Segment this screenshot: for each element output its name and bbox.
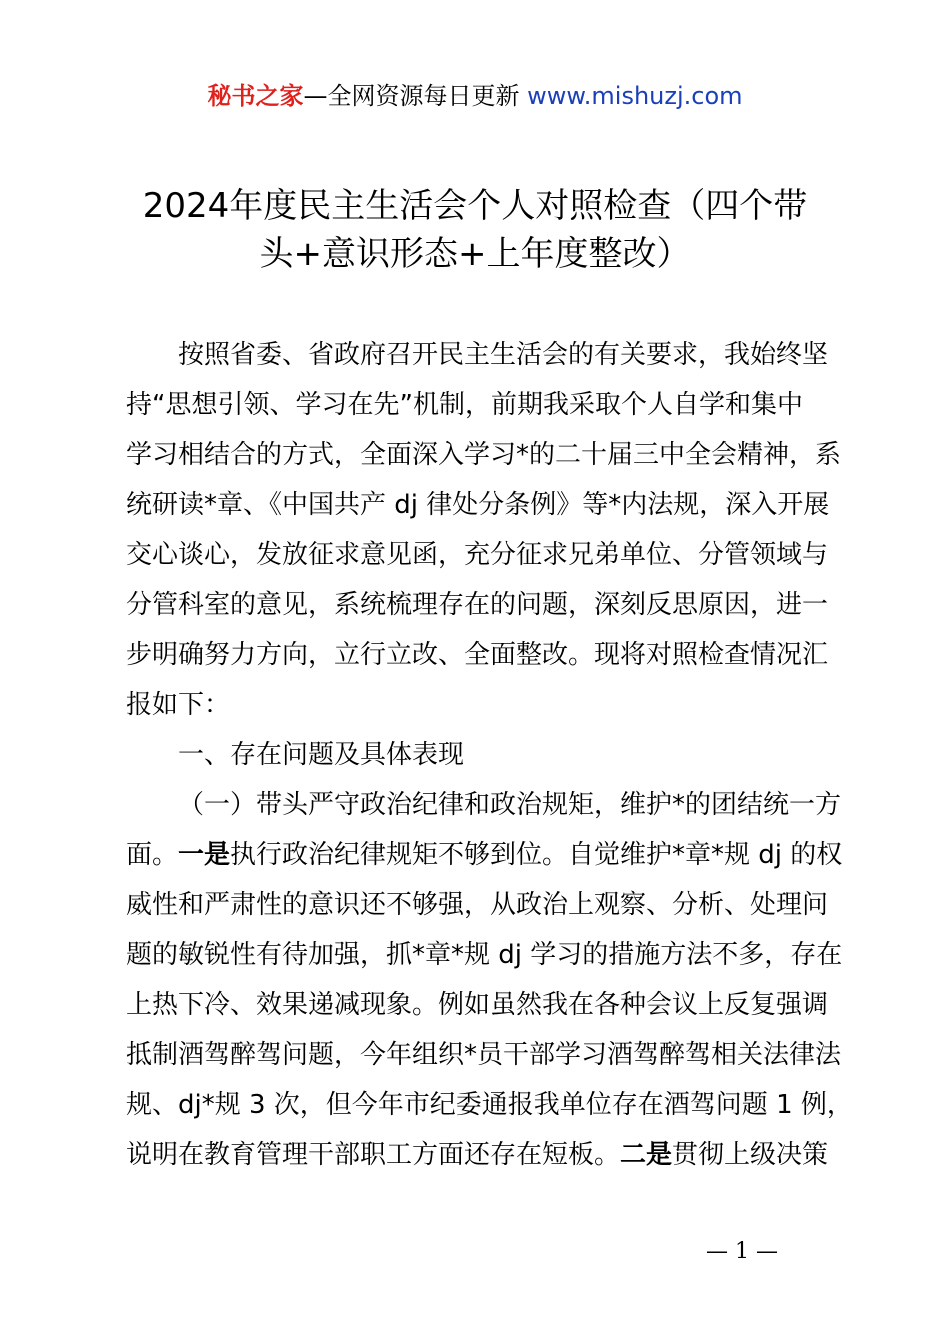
subsection-heading: （一）带头严守政治纪律和政治规矩，维护*的团结统一方 — [178, 790, 842, 820]
text-run: 执行政治纪律规矩不够到位。自觉维护*章*规 dj 的权 — [230, 840, 843, 870]
paragraph-line: 学习相结合的方式，全面深入学习*的二十届三中全会精神，系 — [126, 440, 842, 470]
paragraph-line — [126, 830, 843, 880]
text-run: 贯彻上级决策 — [672, 1140, 829, 1170]
document-body — [126, 330, 853, 1180]
paragraph-line: 按照省委、省政府召开民主生活会的有关要求，我始终坚 — [178, 340, 829, 370]
brand-name: 秘书之家 — [207, 82, 304, 110]
site-slogan: —全网资源每日更新 — [303, 82, 520, 110]
site-url-link[interactable]: www.mishuzj.com — [527, 82, 743, 110]
paragraph-line: 抵制酒驾醉驾问题，今年组织*员干部学习酒驾醉驾相关法律法 — [126, 1040, 842, 1070]
paragraph-line: 持“思想引领、学习在先”机制，前期我采取个人自学和集中 — [126, 390, 803, 420]
page-number: — 1 — — [706, 1239, 778, 1264]
document-title — [110, 182, 840, 278]
paragraph-line: 威性和严肃性的意识还不够强，从政治上观察、分析、处理问 — [126, 890, 829, 920]
text-run: 说明在教育管理干部职工方面还存在短板。 — [126, 1140, 621, 1170]
paragraph-line: 统研读*章、《中国共产 dj 律处分条例》等*内法规，深入开展 — [126, 490, 830, 520]
paragraph-line: 分管科室的意见，系统梳理存在的问题，深刻反思原因，进一 — [126, 590, 829, 620]
paragraph-line: 规、dj*规 3 次，但今年市纪委通报我单位存在酒驾问题 1 例， — [126, 1090, 853, 1120]
site-header — [0, 80, 950, 112]
bold-marker: 二是 — [620, 1140, 673, 1170]
bold-marker: 一是 — [178, 840, 231, 870]
text-run: 面。 — [126, 840, 179, 870]
paragraph-line — [126, 1130, 838, 1180]
paragraph-line: 步明确努力方向，立行立改、全面整改。现将对照检查情况汇 — [126, 640, 829, 670]
title-line-2: 头+意识形态+上年度整改） — [259, 234, 691, 274]
paragraph-line: 交心谈心，发放征求意见函，充分征求兄弟单位、分管领域与 — [126, 540, 829, 570]
paragraph-line: 报如下： — [126, 690, 231, 720]
paragraph-line: 题的敏锐性有待加强，抓*章*规 dj 学习的措施方法不多，存在 — [126, 940, 843, 970]
paragraph-line: 上热下冷、效果递减现象。例如虽然我在各种会议上反复强调 — [126, 990, 829, 1020]
title-line-1: 2024年度民主生活会个人对照检查（四个带 — [142, 186, 808, 226]
section-heading: 一、存在问题及具体表现 — [178, 740, 465, 770]
